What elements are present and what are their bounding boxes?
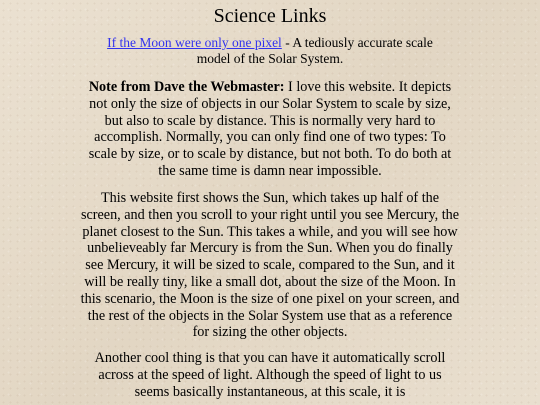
speed-of-light-paragraph: Another cool thing is that you can have it automatically scroll across at the speed of light. Although the speed of light to us seems basically instantaneous, at this scale, it is	[94, 350, 446, 400]
description-paragraph: This website first shows the Sun, which takes up half of the screen, and then you scroll to your right until you see Mercury, the planet closest to the Sun. This takes a while, and you will see how unbelieveably far Mercury is from the Sun. When you do finally see Mercury, it will be sized to scale, compared to the Sun, and it will be really tiny, like a small dot, about the size of the Moon. In this scenario, the Moon is the size of one pixel on your screen, and the rest of the objects in the Solar System use that as a reference for sizing the other objects.	[80, 190, 460, 341]
page-title: Science Links	[213, 5, 327, 27]
note-label: Note from Dave the Webmaster:	[88, 79, 285, 95]
link-entry	[90, 35, 450, 67]
note-text: I love this website. It depicts not only the size of objects in our Solar System to scale by size, but also to scale by distance. This is normally very hard to accomplish. Normally, you can only find one of two types: To scale by size, or to scale by distance, but not both. To do both at the same time is damn near impossible.	[88, 79, 452, 179]
webmaster-note	[80, 79, 460, 180]
link-description: - A tediously accurate scale model of the Solar System.	[196, 35, 433, 66]
moon-pixel-link[interactable]: If the Moon were only one pixel	[107, 35, 282, 50]
